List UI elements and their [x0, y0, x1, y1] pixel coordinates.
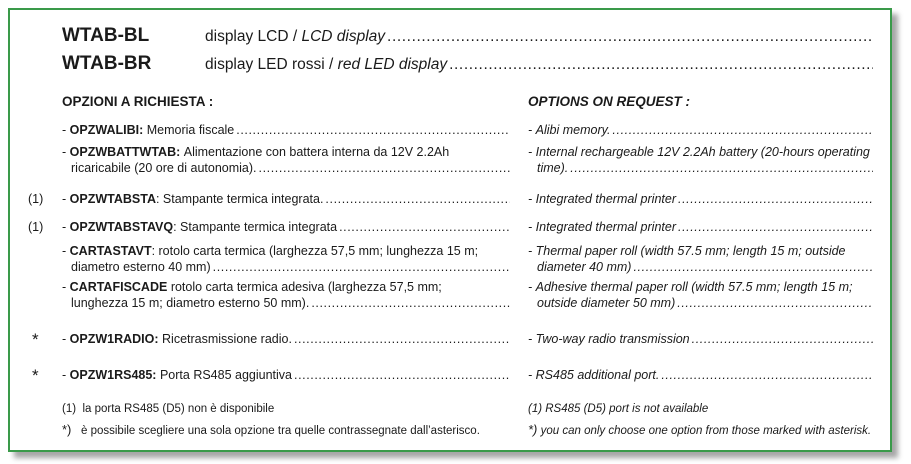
- option-code: OPZWBATTWTAB:: [69, 145, 181, 159]
- option-desc: : rotolo carta termica (larghezza 57,5 mm; lunghezza 15 m;: [151, 244, 479, 258]
- model-code: WTAB-BR: [62, 53, 152, 74]
- asterisk-icon: *: [32, 330, 39, 349]
- note-marker: (1): [62, 403, 77, 415]
- option-desc: : Stampante termica integrata.: [155, 192, 324, 206]
- option-code: OPZWALIBI:: [69, 123, 144, 137]
- option-it: - CARTAFISCADE rotolo carta termica adesiva (larghezza 57,5 mm;: [62, 280, 442, 294]
- option-it: - OPZWTABSTAVQ : Stampante termica integrata .....: [62, 220, 510, 235]
- option-desc: rotolo carta termica adesiva (larghezza 57,5 mm;: [170, 280, 442, 294]
- option-desc-en: diameter 40 mm): [537, 260, 632, 274]
- option-desc: Alimentazione con battera interna da 12V 2.2Ah: [183, 145, 450, 159]
- option-desc: Porta RS485 aggiuntiva: [159, 368, 292, 382]
- spec-sheet-frame: [8, 8, 892, 452]
- option-code: OPZWTABSTA: [69, 192, 156, 206]
- option-it: - OPZW1RADIO: Ricetrasmissione radio. .....: [62, 332, 510, 347]
- option-it-cont: [71, 161, 510, 176]
- option-it: - OPZWBATTWTAB: Alimentazione con battera interna da 12V 2.2Ah: [62, 145, 450, 159]
- option-desc-en: time).: [537, 161, 569, 175]
- option-en: - Internal rechargeable 12V 2.2Ah battery (20-hours operating: [528, 145, 870, 159]
- option-en-cont: [537, 296, 873, 311]
- note-text: you can only choose one option from those marked with asterisk.: [540, 425, 872, 437]
- option-desc: ricaricabile (20 ore di autonomia).: [71, 161, 257, 175]
- model-desc-it: display LCD: [205, 28, 289, 45]
- option-desc-en: Thermal paper roll (width 57.5 mm; length 15 m; outside: [535, 244, 846, 258]
- option-desc: Memoria fiscale: [146, 123, 235, 137]
- note-marker: *): [62, 422, 72, 437]
- model-description-row: display LCD / LCD display .....: [205, 28, 873, 46]
- option-en: - Two-way radio transmission .....: [528, 332, 873, 347]
- option-desc: Ricetrasmissione radio.: [162, 332, 292, 346]
- note-text: è possibile scegliere una sola opzione tra quelle contrassegnate dall’asterisco.: [80, 425, 480, 437]
- note-1-en: (1) RS485 (D5) port is not available: [528, 403, 709, 415]
- option-en: - Adhesive thermal paper roll (width 57.5 mm; length 15 m;: [528, 280, 853, 294]
- option-desc-en: RS485 additional port.: [535, 368, 660, 382]
- option-desc-en: Two-way radio transmission: [535, 332, 690, 346]
- option-desc: diametro esterno 40 mm): [71, 260, 211, 274]
- option-desc: : Stampante termica integrata: [173, 220, 338, 234]
- option-code: OPZW1RADIO:: [69, 332, 159, 346]
- option-en: - Alibi memory. .....: [528, 123, 873, 138]
- option-it: - CARTASTAVT: rotolo carta termica (larghezza 57,5 mm; lunghezza 15 m;: [62, 244, 479, 258]
- model-desc-en: LCD display: [301, 28, 386, 45]
- option-desc-en: Alibi memory.: [535, 123, 611, 137]
- option-code: OPZW1RS485:: [69, 368, 157, 382]
- model-desc-en: red LED display: [337, 56, 448, 73]
- option-it-cont: [71, 296, 510, 311]
- option-code: OPZWTABSTAVQ: [69, 220, 174, 234]
- note-marker: *): [528, 422, 538, 437]
- note-text: la porta RS485 (D5) non è disponibile: [82, 403, 275, 415]
- footnote-marker: (1): [28, 220, 44, 234]
- option-en: - Integrated thermal printer .....: [528, 220, 873, 235]
- note-2-it: [62, 422, 480, 437]
- option-en: - Integrated thermal printer .....: [528, 192, 873, 207]
- option-it: - OPZW1RS485: Porta RS485 aggiuntiva .....: [62, 368, 510, 383]
- asterisk-icon: *: [32, 366, 39, 385]
- option-en: - RS485 additional port. .....: [528, 368, 873, 383]
- option-en: - Thermal paper roll (width 57.5 mm; length 15 m; outside: [528, 244, 846, 258]
- option-en-cont: [537, 260, 873, 275]
- option-it: - OPZWTABSTA : Stampante termica integrata. .....: [62, 192, 510, 207]
- note-1-it: [62, 403, 274, 415]
- heading-en: OPTIONS ON REQUEST :: [528, 94, 691, 109]
- note-2-en: [528, 422, 871, 437]
- option-desc-en: Adhesive thermal paper roll (width 57.5 mm; length 15 m;: [535, 280, 853, 294]
- heading-it: OPZIONI A RICHIESTA :: [62, 94, 214, 109]
- model-desc-it: display LED rossi: [205, 56, 325, 73]
- option-desc-en: Integrated thermal printer: [535, 220, 676, 234]
- option-it: - OPZWALIBI: Memoria fiscale .....: [62, 123, 510, 138]
- model-description-row: display LED rossi / red LED display .....: [205, 56, 873, 74]
- option-code: CARTAFISCADE: [69, 280, 168, 294]
- model-code: WTAB-BL: [62, 25, 150, 46]
- option-desc-en: Internal rechargeable 12V 2.2Ah battery (20-hours operating: [535, 145, 870, 159]
- option-it-cont: [71, 260, 510, 275]
- option-en-cont: [537, 161, 873, 176]
- option-desc-en: outside diameter 50 mm): [537, 296, 676, 310]
- footnote-marker: (1): [28, 192, 44, 206]
- option-code: CARTASTAVT: [69, 244, 152, 258]
- option-desc-en: Integrated thermal printer: [535, 192, 676, 206]
- option-desc: lunghezza 15 m; diametro esterno 50 mm).: [71, 296, 310, 310]
